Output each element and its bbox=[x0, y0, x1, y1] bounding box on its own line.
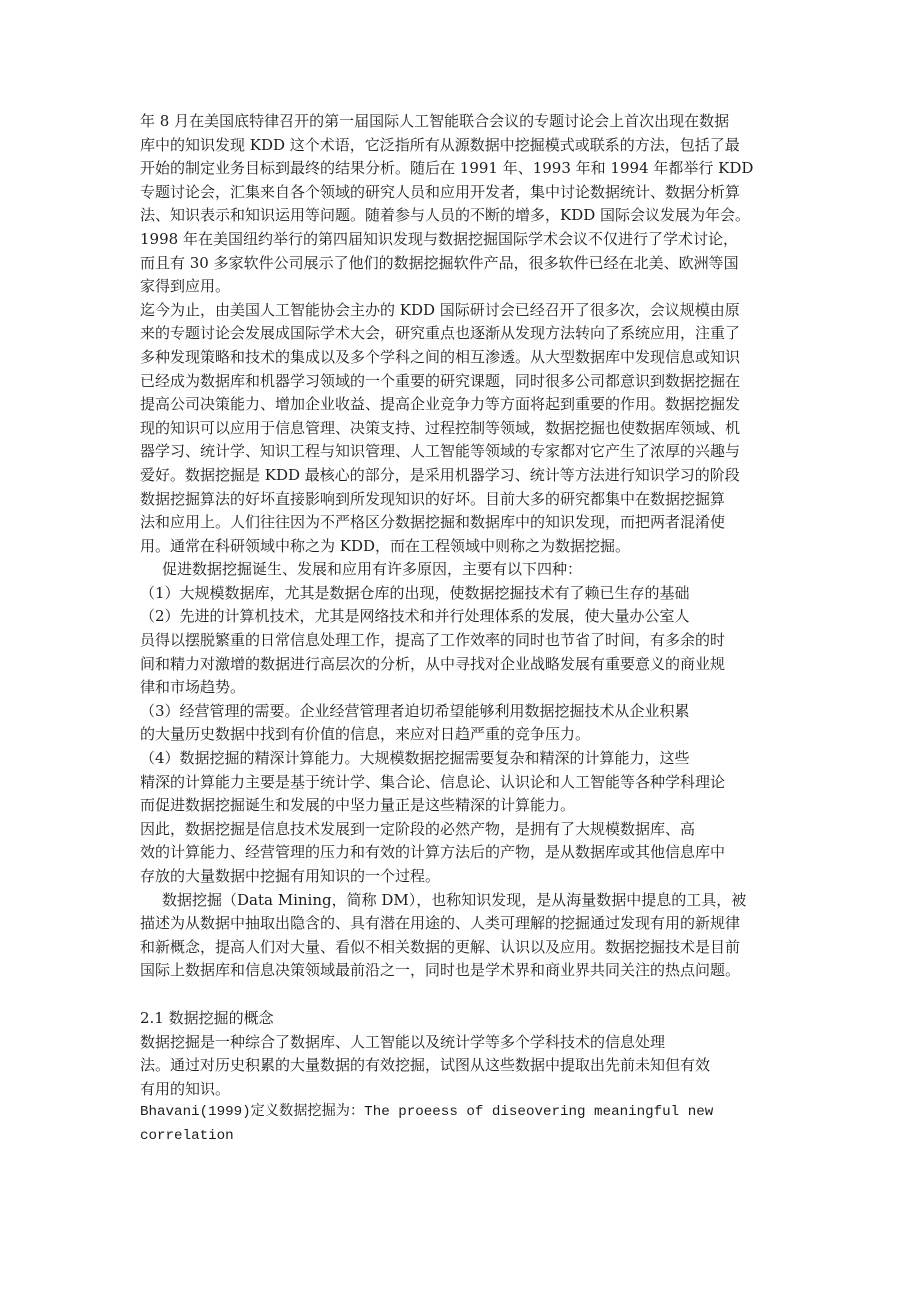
text-line: 已经成为数据库和机器学习领域的一个重要的研究课题，同时很多公司都意识到数据挖掘在 bbox=[140, 371, 741, 390]
text-line: 有用的知识。 bbox=[140, 1079, 231, 1098]
text-line: 开始的制定业务目标到最终的结果分析。随后在 1991 年、1993 年和 1994 年都举行 KDD bbox=[140, 159, 754, 178]
text-line: 员得以摆脱繁重的日常信息处理工作，提高了工作效率的同时也节省了时间，有多余的时 bbox=[140, 631, 726, 650]
paragraph-conclusion bbox=[140, 818, 800, 889]
text-line: 而促进数据挖掘诞生和发展的中坚力量正是这些精深的计算能力。 bbox=[140, 796, 576, 815]
text-line: 效的计算能力、经营管理的压力和有效的计算方法后的产物，是从数据库或其他信息库中 bbox=[140, 843, 726, 862]
reason-1: （1）大规模数据库，尤其是数据仓库的出现，使数据挖掘技术有了赖已生存的基础 bbox=[140, 583, 690, 602]
text-line: 的大量历史数据中找到有价值的信息，来应对日趋严重的竞争压力。 bbox=[140, 725, 591, 744]
text-line: 律和市场趋势。 bbox=[140, 678, 246, 697]
document-body bbox=[140, 110, 800, 1149]
text-line: 爱好。数据挖掘是 KDD 最核心的部分，是采用机器学习、统计等方法进行知识学习的阶段 bbox=[140, 465, 740, 484]
text-line: correlation bbox=[140, 1127, 234, 1144]
paragraph-kdd-history bbox=[140, 110, 800, 299]
text-line: 数据挖掘是一种综合了数据库、人工智能以及统计学等多个学科技术的信息处理 bbox=[140, 1032, 666, 1051]
section-heading: 2.1 数据挖掘的概念 bbox=[140, 1008, 274, 1027]
text-line: 国际上数据库和信息决策领域最前沿之一，同时也是学术界和商业界共同关注的热点问题。 bbox=[140, 961, 741, 980]
text-line: 法和应用上。人们往往因为不严格区分数据挖掘和数据库中的知识发现，而把两者混淆使 bbox=[140, 513, 726, 532]
text-line: 器学习、统计学、知识工程与知识管理、人工智能等领域的专家都对它产生了浓厚的兴趣与 bbox=[140, 442, 741, 461]
text-line: （2）先进的计算机技术，尤其是网络技术和并行处理体系的发展，使大量办公室人 bbox=[140, 607, 690, 626]
text-line: 库中的知识发现 KDD 这个术语，它泛指所有从源数据中挖掘模式或联系的方法，包括了最 bbox=[140, 135, 740, 154]
text-line: 用。通常在科研领域中称之为 KDD，而在工程领域中则称之为数据挖掘。 bbox=[140, 536, 631, 555]
reason-3 bbox=[140, 700, 800, 747]
text-line: 法。通过对历史积累的大量数据的有效挖掘，试图从这些数据中提取出先前未知但有效 bbox=[140, 1056, 711, 1075]
text-line: 迄今为止，由美国人工智能协会主办的 KDD 国际研讨会已经召开了很多次，会议规模由原 bbox=[140, 300, 740, 319]
reason-4 bbox=[140, 747, 800, 818]
text-line: 家得到应用。 bbox=[140, 277, 231, 296]
text-line: 多种发现策略和技术的集成以及多个学科之间的相互渗透。从大型数据库中发现信息或知识 bbox=[140, 347, 741, 366]
text-line: （3）经营管理的需要。企业经营管理者迫切希望能够利用数据挖掘技术从企业积累 bbox=[140, 701, 690, 720]
spacer bbox=[140, 983, 800, 1007]
text-line: （4）数据挖掘的精深计算能力。大规模数据挖掘需要复杂和精深的计算能力，这些 bbox=[140, 749, 690, 768]
definition-quote bbox=[140, 1101, 800, 1148]
text-line: 精深的计算能力主要是基于统计学、集合论、信息论、认识论和人工智能等各种学科理论 bbox=[140, 772, 726, 791]
text-line: 间和精力对激增的数据进行高层次的分析，从中寻找对企业战略发展有重要意义的商业规 bbox=[140, 654, 726, 673]
text-line: Bhavani(1999)定义数据挖掘为：The proeess of diseovering meaningful new bbox=[140, 1104, 714, 1121]
text-line: 提高公司决策能力、增加企业收益、提高企业竞争力等方面将起到重要的作用。数据挖掘发 bbox=[140, 395, 741, 414]
paragraph-kdd-conferences bbox=[140, 299, 800, 559]
text-line: 而且有 30 多家软件公司展示了他们的数据挖掘软件产品，很多软件已经在北美、欧洲等国 bbox=[140, 253, 739, 272]
text-line: 1998 年在美国纽约举行的第四届知识发现与数据挖掘国际学术会议不仅进行了学术讨论， bbox=[140, 229, 738, 248]
reason-2 bbox=[140, 605, 800, 699]
text-line: 数据挖掘算法的好坏直接影响到所发现知识的好坏。目前大多的研究都集中在数据挖掘算 bbox=[140, 489, 726, 508]
text-line: 法、知识表示和知识运用等问题。随着参与人员的不断的增多，KDD 国际会议发展为年会。 bbox=[140, 206, 751, 225]
text-line: 存放的大量数据中挖掘有用知识的一个过程。 bbox=[140, 867, 441, 885]
text-line: 和新概念，提高人们对大量、看似不相关数据的更解、认识以及应用。数据挖掘技术是目前 bbox=[140, 937, 741, 956]
paragraph-definition bbox=[140, 889, 800, 983]
text-line: 专题讨论会，汇集来自各个领域的研究人员和应用开发者，集中讨论数据统计、数据分析算 bbox=[140, 182, 741, 201]
section-paragraph bbox=[140, 1031, 800, 1102]
paragraph-reasons-intro: 促进数据挖掘诞生、发展和应用有许多原因，主要有以下四种： bbox=[162, 560, 583, 579]
text-line: 描述为从数据中抽取出隐含的、具有潜在用途的、人类可理解的挖掘通过发现有用的新规律 bbox=[140, 914, 741, 933]
text-line: 数据挖掘（Data Mining，简称 DM），也称知识发现，是从海量数据中提息的工具，被 bbox=[162, 890, 747, 909]
text-line: 因此，数据挖掘是信息技术发展到一定阶段的必然产物，是拥有了大规模数据库、高 bbox=[140, 819, 696, 838]
text-line: 来的专题讨论会发展成国际学术大会，研究重点也逐渐从发现方法转向了系统应用，注重了 bbox=[140, 324, 741, 343]
text-line: 现的知识可以应用于信息管理、决策支持、过程控制等领域，数据挖掘也使数据库领域、机 bbox=[140, 418, 741, 437]
text-line: 年 8 月在美国底特律召开的第一届国际人工智能联合会议的专题讨论会上首次出现在数据 bbox=[140, 112, 730, 130]
